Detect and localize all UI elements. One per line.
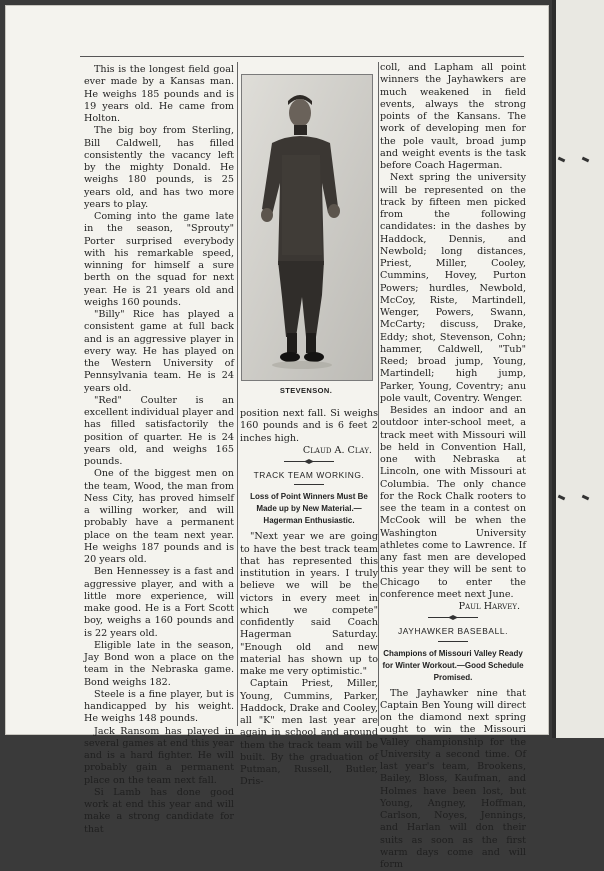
paragraph: Besides an indoor and an outdoor inter-school meet, a track meet with Missouri will be held in Convention Hall, one with Nebraska at Lincoln, one with Missouri at Columbia. The only chance for the Rock Chalk rooters to see the team in a contest on McCook will be when the Washington University athletes come to Lawrence. If any fast men are developed this year they will be sent to Chicago to enter the conference meet next June. bbox=[380, 405, 526, 601]
paragraph: Next spring the university will be represented on the track by fifteen men picked from the following candidates: in the dashes by Haddock, Dennis, and Newbold; long distances, Priest, Miller, Cooley, Cummins, Hovey, Purton Powers; hurdles, Newbold, McCoy, Riste, Martindell, Wenger, Powers, Swann, McCarty; discuss, Drake, Eddy; shot, Stevenson, Cohn; hammer, Caldwell, "Tub" Reed; broad jump, Young, Martindell; high jump, Parker, Young, Coventry; anu pole vault, Coventry. Wenger. bbox=[380, 172, 526, 405]
top-rule bbox=[80, 56, 524, 57]
paragraph: One of the biggest men on the team, Wood, the man from Ness City, has proved himself a willing worker, and will probably have a permanent place on the team next year. He weighs 187 pounds and is 20 years old. bbox=[84, 468, 234, 566]
stevenson-photo bbox=[241, 74, 373, 381]
paragraph: Si Lamb has done good work at end this year and will make a strong candidate for that bbox=[84, 787, 234, 836]
paragraph: "Billy" Rice has played a consistent game at full back and is an aggressive player in every way. He has played on the Western University of Pennsylvania team. He is 24 years old. bbox=[84, 309, 234, 395]
subheadline: Loss of Point Winners Must Be Made up by New Material.—Hagerman Enthusiastic. bbox=[240, 491, 378, 527]
paragraph: "Red" Coulter is an excellent individual player and has filled satisfactorily the position of quarter. He is 24 years old, and weighs 165 pounds. bbox=[84, 395, 234, 469]
paragraph: This is the longest field goal ever made by a Kansas man. He weighs 185 pounds and is 19 years old. He came from Holton. bbox=[84, 64, 234, 125]
newspaper-page bbox=[6, 6, 548, 734]
edge-mark bbox=[582, 495, 590, 501]
football-player-portrait bbox=[242, 75, 372, 380]
adjacent-page-edge bbox=[552, 0, 604, 738]
paragraph: "Next year we are going to have the best track team that has represented this institution in years. I truly believe we will be the victors in every meet in which we compete" confidently said Coach Hagerman Saturday. "Enough old and new material has shown up to make me very optimistic." bbox=[240, 531, 378, 678]
column-left bbox=[84, 64, 234, 836]
paragraph: Captain Priest, Miller, Young, Cummins, Parker, Haddock, Drake and Cooley, all "K" men last year are again in school and around them the track team will be built. By the graduation of Putman, Russell, Butler, Dris- bbox=[240, 678, 378, 788]
photo-caption: STEVENSON. bbox=[241, 386, 371, 395]
continuation-text: position next fall. Si weighs 160 pounds and is 6 feet 2 inches high. bbox=[240, 408, 378, 445]
paragraph: coll, and Lapham all point winners the Jayhawkers are much weakened in field events, always the strong points of the Kansans. The work of developing men for the pole vault, broad jump and weight events is the task before Coach Hagerman. bbox=[380, 62, 526, 172]
heading-rule bbox=[438, 640, 468, 643]
column-middle bbox=[240, 408, 378, 789]
paragraph: Eligible late in the season, Jay Bond won a place on the team in the Nebraska game. Bond weighs 182. bbox=[84, 640, 234, 689]
byline-signature: Paul Harvey. bbox=[380, 601, 526, 613]
subheadline: Champions of Missouri Valley Ready for Winter Workout.—Good Schedule Promised. bbox=[380, 648, 526, 684]
column-divider bbox=[378, 62, 379, 726]
paragraph: The big boy from Sterling, Bill Caldwell, has filled consistently the vacancy left by the mighty Donald. He weighs 180 pounds, is 25 years old, and has two more years to play. bbox=[84, 125, 234, 211]
paragraph: Jack Ransom has played in several games at end this year and is a hard fighter. He will probably gain a permanent place on the team next fall. bbox=[84, 726, 234, 787]
paragraph: The Jayhawker nine that Captain Ben Young will direct on the diamond next spring ought to win the Missouri Valley championship for the University a second time. Of last year's team, Brookens, Bailey, Bloss, Kaufman, and Holmes have been lost, but Young, Angney, Hoffman, Carlson, Noyes, Jennings, and Harlan will don their suits as soon as the first warm days come and will form bbox=[380, 688, 526, 871]
edge-mark bbox=[582, 157, 590, 163]
section-ornament bbox=[428, 615, 478, 620]
section-heading: JAYHAWKER BASEBALL. bbox=[380, 625, 526, 637]
heading-rule bbox=[294, 483, 324, 486]
paragraph: Coming into the game late in the season, "Sprouty" Porter surprised everybody with his remarkable speed, winning for himself a sure berth on the squad for next year. He is 21 years old and weighs 160 pounds. bbox=[84, 211, 234, 309]
column-divider bbox=[237, 62, 238, 726]
edge-mark bbox=[558, 495, 566, 501]
edge-mark bbox=[558, 157, 566, 163]
byline-signature: Claud A. Clay. bbox=[240, 445, 378, 457]
paragraph: Ben Hennessey is a fast and aggressive player, and with a little more experience, will make good. He is a Fort Scott boy, weighs a 160 pounds and is 22 years old. bbox=[84, 566, 234, 640]
paragraph: Steele is a fine player, but is handicapped by his weight. He weighs 148 pounds. bbox=[84, 689, 234, 726]
column-right bbox=[380, 62, 526, 871]
section-ornament bbox=[284, 459, 334, 464]
section-heading: TRACK TEAM WORKING. bbox=[240, 469, 378, 481]
